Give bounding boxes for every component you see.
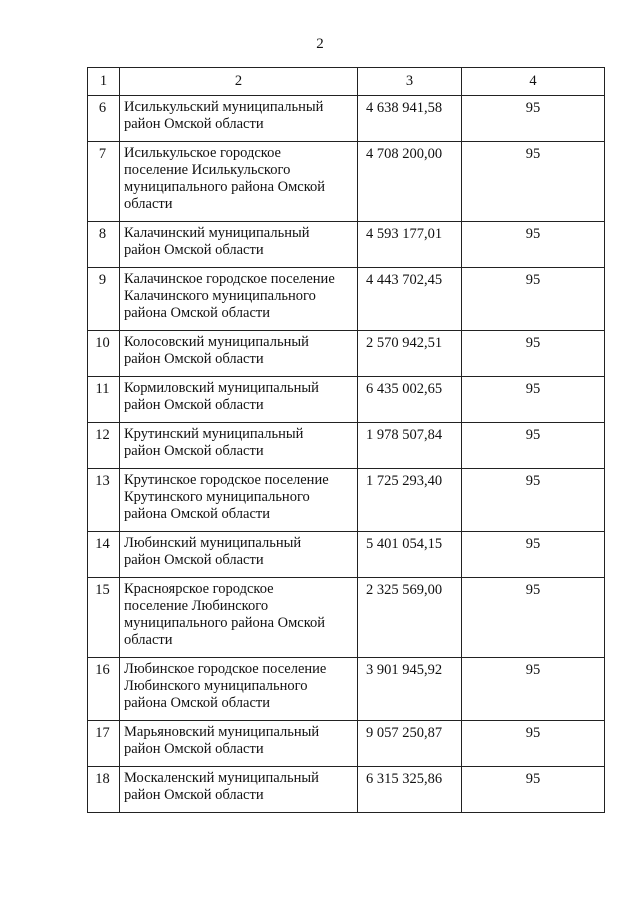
table-body bbox=[88, 96, 605, 813]
row-number: 13 bbox=[88, 469, 120, 532]
municipality-name bbox=[120, 423, 358, 469]
table-row bbox=[88, 331, 605, 377]
amount-value: 3 901 945,92 bbox=[358, 658, 462, 721]
header-col-3: 3 bbox=[358, 68, 462, 96]
amount-value: 4 708 200,00 bbox=[358, 142, 462, 222]
row-number: 11 bbox=[88, 377, 120, 423]
amount-value: 1 978 507,84 bbox=[358, 423, 462, 469]
row-number: 10 bbox=[88, 331, 120, 377]
municipality-name-line: Калачинское городское поселение bbox=[124, 271, 335, 287]
municipality-name bbox=[120, 331, 358, 377]
percent-value: 95 bbox=[462, 767, 605, 813]
percent-value: 95 bbox=[462, 578, 605, 658]
table-row bbox=[88, 578, 605, 658]
percent-value: 95 bbox=[462, 331, 605, 377]
municipality-name-line: района Омской области bbox=[124, 305, 271, 321]
municipality-name-line: Колосовский муниципальный bbox=[124, 334, 309, 350]
municipality-name-line: Крутинский муниципальный bbox=[124, 426, 304, 442]
municipality-name-line: Любинское городское поселение bbox=[124, 661, 327, 677]
table-header bbox=[88, 68, 605, 96]
municipality-name-line: муниципального района Омской bbox=[124, 179, 326, 195]
municipality-name-line: муниципального района Омской bbox=[124, 615, 326, 631]
municipality-name-line: района Омской области bbox=[124, 695, 271, 711]
row-number: 17 bbox=[88, 721, 120, 767]
percent-value: 95 bbox=[462, 469, 605, 532]
municipality-name-line: Кормиловский муниципальный bbox=[124, 380, 319, 396]
percent-value: 95 bbox=[462, 721, 605, 767]
row-number: 18 bbox=[88, 767, 120, 813]
amount-value: 2 570 942,51 bbox=[358, 331, 462, 377]
table-row bbox=[88, 142, 605, 222]
row-number: 16 bbox=[88, 658, 120, 721]
table-row bbox=[88, 469, 605, 532]
municipality-name bbox=[120, 532, 358, 578]
municipality-name-line: Красноярское городское bbox=[124, 581, 274, 597]
header-col-2: 2 bbox=[120, 68, 358, 96]
municipality-name-line: район Омской области bbox=[124, 351, 264, 367]
table-row bbox=[88, 658, 605, 721]
municipality-name-line: район Омской области bbox=[124, 443, 264, 459]
municipality-name-line: район Омской области bbox=[124, 397, 264, 413]
distribution-table bbox=[87, 67, 605, 813]
percent-value: 95 bbox=[462, 142, 605, 222]
municipality-name bbox=[120, 142, 358, 222]
header-row bbox=[88, 68, 605, 96]
row-number: 7 bbox=[88, 142, 120, 222]
municipality-name bbox=[120, 469, 358, 532]
table-row bbox=[88, 222, 605, 268]
municipality-name-line: район Омской области bbox=[124, 741, 264, 757]
municipality-name-line: район Омской области bbox=[124, 552, 264, 568]
amount-value: 4 443 702,45 bbox=[358, 268, 462, 331]
municipality-name-line: Марьяновский муниципальный bbox=[124, 724, 320, 740]
header-col-1: 1 bbox=[88, 68, 120, 96]
table-row bbox=[88, 423, 605, 469]
municipality-name-line: Любинского муниципального bbox=[124, 678, 308, 694]
municipality-name-line: района Омской области bbox=[124, 506, 271, 522]
row-number: 9 bbox=[88, 268, 120, 331]
amount-value: 1 725 293,40 bbox=[358, 469, 462, 532]
municipality-name-line: Исилькульское городское bbox=[124, 145, 281, 161]
municipality-name-line: Калачинского муниципального bbox=[124, 288, 316, 304]
municipality-name-line: Исилькульский муниципальный bbox=[124, 99, 324, 115]
table-row bbox=[88, 721, 605, 767]
municipality-name-line: поселение Любинского bbox=[124, 598, 269, 614]
table-row bbox=[88, 268, 605, 331]
municipality-name-line: Крутинского муниципального bbox=[124, 489, 310, 505]
percent-value: 95 bbox=[462, 96, 605, 142]
municipality-name-line: области bbox=[124, 632, 173, 648]
amount-value: 2 325 569,00 bbox=[358, 578, 462, 658]
row-number: 15 bbox=[88, 578, 120, 658]
municipality-name-line: области bbox=[124, 196, 173, 212]
amount-value: 6 315 325,86 bbox=[358, 767, 462, 813]
municipality-name-line: район Омской области bbox=[124, 116, 264, 132]
municipality-name bbox=[120, 658, 358, 721]
percent-value: 95 bbox=[462, 377, 605, 423]
amount-value: 4 638 941,58 bbox=[358, 96, 462, 142]
municipality-name bbox=[120, 377, 358, 423]
row-number: 8 bbox=[88, 222, 120, 268]
table-row bbox=[88, 96, 605, 142]
header-col-4: 4 bbox=[462, 68, 605, 96]
amount-value: 5 401 054,15 bbox=[358, 532, 462, 578]
municipality-name bbox=[120, 721, 358, 767]
municipality-name-line: Калачинский муниципальный bbox=[124, 225, 310, 241]
municipality-name-line: Москаленский муниципальный bbox=[124, 770, 319, 786]
amount-value: 9 057 250,87 bbox=[358, 721, 462, 767]
amount-value: 6 435 002,65 bbox=[358, 377, 462, 423]
municipality-name-line: поселение Исилькульского bbox=[124, 162, 291, 178]
municipality-name-line: район Омской области bbox=[124, 242, 264, 258]
municipality-name bbox=[120, 268, 358, 331]
municipality-name-line: Крутинское городское поселение bbox=[124, 472, 329, 488]
percent-value: 95 bbox=[462, 658, 605, 721]
percent-value: 95 bbox=[462, 532, 605, 578]
table-row bbox=[88, 377, 605, 423]
page-number: 2 bbox=[316, 36, 324, 52]
municipality-name bbox=[120, 767, 358, 813]
table-row bbox=[88, 532, 605, 578]
municipality-name bbox=[120, 578, 358, 658]
table-row bbox=[88, 767, 605, 813]
percent-value: 95 bbox=[462, 423, 605, 469]
municipality-name bbox=[120, 96, 358, 142]
municipality-name-line: Любинский муниципальный bbox=[124, 535, 302, 551]
row-number: 14 bbox=[88, 532, 120, 578]
amount-value: 4 593 177,01 bbox=[358, 222, 462, 268]
percent-value: 95 bbox=[462, 268, 605, 331]
row-number: 6 bbox=[88, 96, 120, 142]
row-number: 12 bbox=[88, 423, 120, 469]
municipality-name-line: район Омской области bbox=[124, 787, 264, 803]
percent-value: 95 bbox=[462, 222, 605, 268]
municipality-name bbox=[120, 222, 358, 268]
